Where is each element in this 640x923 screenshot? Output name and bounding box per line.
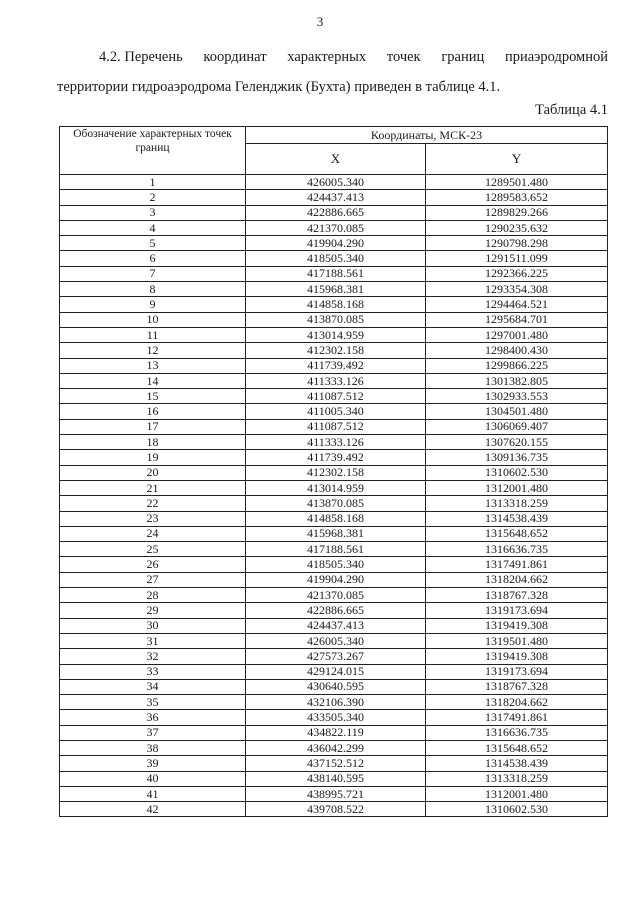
point-number-cell: 9 [60, 297, 246, 312]
intro-word: границ [441, 49, 485, 65]
point-number-cell: 26 [60, 557, 246, 572]
table-row [60, 480, 608, 495]
intro-word: 4.2. Перечень [99, 49, 183, 65]
table-row [60, 175, 608, 190]
table-row [60, 649, 608, 664]
table-row [60, 603, 608, 618]
x-coordinate-cell: 415968.381 [246, 526, 426, 541]
y-coordinate-cell: 1297001.480 [426, 327, 608, 342]
point-number-cell: 4 [60, 220, 246, 235]
y-coordinate-cell: 1318204.662 [426, 695, 608, 710]
x-coordinate-cell: 418505.340 [246, 251, 426, 266]
point-number-cell: 14 [60, 373, 246, 388]
x-coordinate-cell: 432106.390 [246, 695, 426, 710]
table-row [60, 786, 608, 801]
table-row [60, 465, 608, 480]
y-coordinate-cell: 1319173.694 [426, 603, 608, 618]
table-row [60, 802, 608, 817]
intro-word: координат [203, 49, 267, 65]
table-row [60, 771, 608, 786]
x-coordinate-cell: 417188.561 [246, 266, 426, 281]
x-coordinate-cell: 426005.340 [246, 175, 426, 190]
point-number-cell: 17 [60, 419, 246, 434]
x-coordinate-cell: 415968.381 [246, 282, 426, 297]
y-coordinate-cell: 1317491.861 [426, 710, 608, 725]
table-row [60, 251, 608, 266]
x-coordinate-cell: 413870.085 [246, 496, 426, 511]
table-row [60, 297, 608, 312]
x-coordinate-cell: 419904.290 [246, 572, 426, 587]
table-row [60, 404, 608, 419]
table-row [60, 373, 608, 388]
y-coordinate-cell: 1290235.632 [426, 220, 608, 235]
header-x: X [246, 144, 426, 175]
x-coordinate-cell: 414858.168 [246, 511, 426, 526]
x-coordinate-cell: 412302.158 [246, 343, 426, 358]
table-row [60, 618, 608, 633]
y-coordinate-cell: 1301382.805 [426, 373, 608, 388]
point-number-cell: 19 [60, 450, 246, 465]
y-coordinate-cell: 1294464.521 [426, 297, 608, 312]
x-coordinate-cell: 421370.085 [246, 220, 426, 235]
table-row [60, 542, 608, 557]
x-coordinate-cell: 439708.522 [246, 802, 426, 817]
y-coordinate-cell: 1315648.652 [426, 740, 608, 755]
y-coordinate-cell: 1302933.553 [426, 389, 608, 404]
point-number-cell: 16 [60, 404, 246, 419]
x-coordinate-cell: 430640.595 [246, 679, 426, 694]
point-number-cell: 18 [60, 435, 246, 450]
point-number-cell: 6 [60, 251, 246, 266]
x-coordinate-cell: 434822.119 [246, 725, 426, 740]
point-number-cell: 28 [60, 588, 246, 603]
point-number-cell: 33 [60, 664, 246, 679]
y-coordinate-cell: 1312001.480 [426, 786, 608, 801]
x-coordinate-cell: 424437.413 [246, 190, 426, 205]
intro-word: приаэродромной [504, 49, 608, 65]
point-number-cell: 35 [60, 695, 246, 710]
point-number-cell: 32 [60, 649, 246, 664]
intro-word: точек [386, 49, 421, 65]
point-number-cell: 31 [60, 633, 246, 648]
page-number: 3 [316, 14, 324, 29]
table-row [60, 435, 608, 450]
x-coordinate-cell: 438140.595 [246, 771, 426, 786]
table-body [60, 175, 608, 817]
point-number-cell: 39 [60, 756, 246, 771]
y-coordinate-cell: 1316636.735 [426, 542, 608, 557]
y-coordinate-cell: 1310602.530 [426, 802, 608, 817]
point-number-cell: 37 [60, 725, 246, 740]
table-row [60, 679, 608, 694]
x-coordinate-cell: 436042.299 [246, 740, 426, 755]
table-row [60, 389, 608, 404]
table-row [60, 740, 608, 755]
table-row [60, 312, 608, 327]
point-number-cell: 1 [60, 175, 246, 190]
header-coordinates: Координаты, МСК-23 [246, 127, 608, 144]
y-coordinate-cell: 1289501.480 [426, 175, 608, 190]
header-designation: Обозначение характерных точек границ [60, 127, 246, 175]
y-coordinate-cell: 1319501.480 [426, 633, 608, 648]
y-coordinate-cell: 1310602.530 [426, 465, 608, 480]
x-coordinate-cell: 424437.413 [246, 618, 426, 633]
x-coordinate-cell: 421370.085 [246, 588, 426, 603]
table-row [60, 633, 608, 648]
point-number-cell: 38 [60, 740, 246, 755]
table-row [60, 205, 608, 220]
table-row [60, 557, 608, 572]
table-row [60, 526, 608, 541]
point-number-cell: 41 [60, 786, 246, 801]
table-caption: Таблица 4.1 [535, 102, 608, 118]
table-row [60, 664, 608, 679]
x-coordinate-cell: 414858.168 [246, 297, 426, 312]
point-number-cell: 22 [60, 496, 246, 511]
x-coordinate-cell: 411739.492 [246, 358, 426, 373]
point-number-cell: 7 [60, 266, 246, 281]
x-coordinate-cell: 411333.126 [246, 435, 426, 450]
x-coordinate-cell: 413870.085 [246, 312, 426, 327]
table-row [60, 572, 608, 587]
y-coordinate-cell: 1293354.308 [426, 282, 608, 297]
y-coordinate-cell: 1304501.480 [426, 404, 608, 419]
y-coordinate-cell: 1289583.652 [426, 190, 608, 205]
point-number-cell: 20 [60, 465, 246, 480]
point-number-cell: 36 [60, 710, 246, 725]
y-coordinate-cell: 1290798.298 [426, 236, 608, 251]
x-coordinate-cell: 427573.267 [246, 649, 426, 664]
y-coordinate-cell: 1313318.259 [426, 496, 608, 511]
table-row [60, 588, 608, 603]
y-coordinate-cell: 1307620.155 [426, 435, 608, 450]
intro-line-2: территории гидроаэродрома Геленджик (Бухта) приведен в таблице 4.1. [57, 79, 501, 95]
y-coordinate-cell: 1319419.308 [426, 649, 608, 664]
x-coordinate-cell: 422886.665 [246, 603, 426, 618]
intro-word: характерных [287, 49, 367, 65]
point-number-cell: 30 [60, 618, 246, 633]
x-coordinate-cell: 438995.721 [246, 786, 426, 801]
point-number-cell: 40 [60, 771, 246, 786]
y-coordinate-cell: 1292366.225 [426, 266, 608, 281]
x-coordinate-cell: 437152.512 [246, 756, 426, 771]
y-coordinate-cell: 1306069.407 [426, 419, 608, 434]
point-number-cell: 12 [60, 343, 246, 358]
x-coordinate-cell: 413014.959 [246, 480, 426, 495]
point-number-cell: 11 [60, 327, 246, 342]
table-row [60, 220, 608, 235]
table-row [60, 756, 608, 771]
y-coordinate-cell: 1318204.662 [426, 572, 608, 587]
x-coordinate-cell: 417188.561 [246, 542, 426, 557]
x-coordinate-cell: 411333.126 [246, 373, 426, 388]
point-number-cell: 23 [60, 511, 246, 526]
table-row [60, 511, 608, 526]
table-row [60, 282, 608, 297]
coordinates-table [59, 126, 608, 817]
x-coordinate-cell: 426005.340 [246, 633, 426, 648]
point-number-cell: 24 [60, 526, 246, 541]
table-row [60, 710, 608, 725]
point-number-cell: 8 [60, 282, 246, 297]
point-number-cell: 42 [60, 802, 246, 817]
table-row [60, 496, 608, 511]
y-coordinate-cell: 1317491.861 [426, 557, 608, 572]
intro-paragraph [57, 42, 608, 102]
y-coordinate-cell: 1289829.266 [426, 205, 608, 220]
point-number-cell: 10 [60, 312, 246, 327]
y-coordinate-cell: 1291511.099 [426, 251, 608, 266]
point-number-cell: 13 [60, 358, 246, 373]
y-coordinate-cell: 1314538.439 [426, 756, 608, 771]
table-row [60, 358, 608, 373]
y-coordinate-cell: 1315648.652 [426, 526, 608, 541]
table-row [60, 725, 608, 740]
intro-line-1 [57, 42, 608, 72]
y-coordinate-cell: 1298400.430 [426, 343, 608, 358]
y-coordinate-cell: 1314538.439 [426, 511, 608, 526]
x-coordinate-cell: 419904.290 [246, 236, 426, 251]
point-number-cell: 2 [60, 190, 246, 205]
x-coordinate-cell: 411087.512 [246, 389, 426, 404]
point-number-cell: 15 [60, 389, 246, 404]
point-number-cell: 29 [60, 603, 246, 618]
y-coordinate-cell: 1316636.735 [426, 725, 608, 740]
point-number-cell: 34 [60, 679, 246, 694]
table-row [60, 327, 608, 342]
x-coordinate-cell: 411005.340 [246, 404, 426, 419]
table-row [60, 450, 608, 465]
table-row [60, 343, 608, 358]
table-row [60, 419, 608, 434]
point-number-cell: 25 [60, 542, 246, 557]
x-coordinate-cell: 411739.492 [246, 450, 426, 465]
point-number-cell: 3 [60, 205, 246, 220]
table-row [60, 236, 608, 251]
y-coordinate-cell: 1295684.701 [426, 312, 608, 327]
x-coordinate-cell: 422886.665 [246, 205, 426, 220]
y-coordinate-cell: 1309136.735 [426, 450, 608, 465]
x-coordinate-cell: 412302.158 [246, 465, 426, 480]
y-coordinate-cell: 1318767.328 [426, 679, 608, 694]
x-coordinate-cell: 429124.015 [246, 664, 426, 679]
y-coordinate-cell: 1312001.480 [426, 480, 608, 495]
point-number-cell: 21 [60, 480, 246, 495]
x-coordinate-cell: 411087.512 [246, 419, 426, 434]
x-coordinate-cell: 433505.340 [246, 710, 426, 725]
x-coordinate-cell: 413014.959 [246, 327, 426, 342]
table-row [60, 190, 608, 205]
y-coordinate-cell: 1299866.225 [426, 358, 608, 373]
y-coordinate-cell: 1313318.259 [426, 771, 608, 786]
point-number-cell: 5 [60, 236, 246, 251]
point-number-cell: 27 [60, 572, 246, 587]
table-row [60, 695, 608, 710]
y-coordinate-cell: 1319419.308 [426, 618, 608, 633]
y-coordinate-cell: 1319173.694 [426, 664, 608, 679]
header-y: Y [426, 144, 608, 175]
x-coordinate-cell: 418505.340 [246, 557, 426, 572]
table-row [60, 266, 608, 281]
y-coordinate-cell: 1318767.328 [426, 588, 608, 603]
